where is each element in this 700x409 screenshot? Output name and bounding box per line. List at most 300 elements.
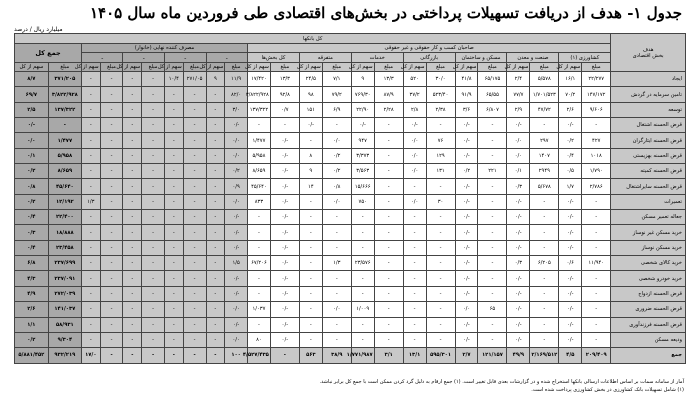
- table-cell: -/۰: [559, 225, 582, 240]
- table-cell: -: [164, 102, 183, 117]
- table-cell: -/۰: [270, 194, 299, 209]
- table-cell: -/۰: [270, 302, 299, 317]
- table-row: [15, 179, 686, 194]
- table-cell: -/۰: [455, 133, 478, 148]
- table-cell: -: [81, 87, 100, 102]
- table-cell: -: [183, 225, 206, 240]
- table-cell: -: [374, 179, 403, 194]
- table-cell: ۲۷۱/۰۵: [183, 72, 206, 87]
- table-cell: -: [100, 179, 123, 194]
- table-cell: -/۰: [507, 332, 530, 347]
- sector-header: کشاورزی (۱): [559, 53, 611, 63]
- table-cell: -: [100, 87, 123, 102]
- table-cell: -: [374, 118, 403, 133]
- table-cell: -: [478, 210, 507, 225]
- table-cell: -/۰: [455, 148, 478, 163]
- table-cell: -: [142, 72, 165, 87]
- table-cell: ۱۳/۱: [403, 348, 426, 363]
- share-subheader: سهم از کل: [400, 64, 425, 70]
- table-row: [15, 133, 686, 148]
- table-cell: ۲۳۷/۶۹۹: [48, 256, 81, 271]
- table-cell: -: [183, 317, 206, 332]
- table-cell: -: [299, 240, 322, 255]
- table-cell: -/۰: [455, 271, 478, 286]
- table-cell: ۱/۷: [559, 179, 582, 194]
- table-cell: -: [206, 348, 225, 363]
- table-cell: -/۰: [270, 256, 299, 271]
- amount-subheader: مبلغ: [426, 63, 455, 72]
- table-cell: -: [322, 332, 351, 347]
- table-cell: -/۰: [455, 317, 478, 332]
- table-cell: ۴/۵: [559, 348, 582, 363]
- table-cell: -: [478, 256, 507, 271]
- table-cell: -: [299, 256, 322, 271]
- share-subheader: سهم از کل: [504, 64, 529, 70]
- table-cell: -/۰: [270, 225, 299, 240]
- table-cell: ۰/۰: [403, 164, 426, 179]
- table-cell: ۰/۲: [15, 164, 49, 179]
- table-cell: -: [351, 332, 374, 347]
- table-cell: ۰/۰: [225, 332, 248, 347]
- table-cell: -: [100, 118, 123, 133]
- table-cell: ۱/۵: [225, 256, 248, 271]
- table-cell: ۱۰۱۸: [582, 148, 611, 163]
- table-cell: ۰/۰: [322, 194, 351, 209]
- table-cell: -: [426, 332, 455, 347]
- table-cell: ۲/۸: [403, 102, 426, 117]
- table-cell: -/۰: [270, 164, 299, 179]
- table-cell: ۸/۷: [15, 72, 49, 87]
- table-cell: ۵۶۳: [299, 348, 322, 363]
- table-cell: -: [478, 286, 507, 301]
- table-cell: -: [164, 317, 183, 332]
- table-cell: -: [426, 317, 455, 332]
- table-cell: -/۰: [507, 240, 530, 255]
- table-cell: -: [478, 271, 507, 286]
- table-cell: ۰/۴: [559, 148, 582, 163]
- table-cell: -/۰: [225, 118, 248, 133]
- table-cell: -: [81, 286, 100, 301]
- table-cell: -: [81, 317, 100, 332]
- share-subheader: سهم از کل: [245, 64, 269, 70]
- goal-label: هدف: [642, 46, 654, 53]
- table-cell: -/۰: [270, 286, 299, 301]
- table-row: [15, 348, 686, 363]
- table-cell: -: [183, 164, 206, 179]
- table-cell: ۷/۱: [322, 72, 351, 87]
- owners-group-header: صاحبان کسب و کار حقوقی و غیر حقوقی: [248, 44, 611, 53]
- table-cell: ۴۷/۷۲: [530, 102, 559, 117]
- table-cell: -: [48, 118, 81, 133]
- grand-total-header: جمع کل: [15, 44, 82, 63]
- table-cell: -: [248, 317, 271, 332]
- table-cell: ۰/۹: [225, 179, 248, 194]
- table-cell: -: [403, 240, 426, 255]
- table-cell: ۴۲۷: [582, 133, 611, 148]
- table-cell: -: [206, 286, 225, 301]
- table-cell: -: [164, 271, 183, 286]
- table-cell: -: [142, 87, 165, 102]
- table-cell: -: [164, 164, 183, 179]
- table-cell: ۸/۶۵۹: [48, 164, 81, 179]
- table-cell: -: [530, 332, 559, 347]
- footnote-2: (۱) شامل تسهیلات بانک کشاورزی در بخش کشاورزی پرداخت شده است.: [531, 387, 684, 393]
- table-cell: -/۰: [15, 118, 49, 133]
- table-cell: ۱۷/۴۲۰: [248, 72, 271, 87]
- table-cell: -: [351, 271, 374, 286]
- table-cell: -: [183, 240, 206, 255]
- table-cell: ۰/۴: [15, 240, 49, 255]
- table-cell: -/۰: [507, 194, 530, 209]
- table-cell: -: [206, 256, 225, 271]
- table-cell: -: [403, 256, 426, 271]
- table-cell: -: [100, 164, 123, 179]
- table-cell: -: [351, 225, 374, 240]
- table-cell: ۲۲/۹۰: [351, 102, 374, 117]
- table-cell: -: [206, 164, 225, 179]
- table-cell: -/۰: [270, 179, 299, 194]
- table-cell: ۰/۲: [455, 164, 478, 179]
- table-cell: -/۰: [225, 240, 248, 255]
- table-cell: -: [299, 210, 322, 225]
- table-cell: -: [183, 210, 206, 225]
- table-cell: -: [81, 179, 100, 194]
- table-cell: ۰/۴: [15, 210, 49, 225]
- table-cell: -: [530, 286, 559, 301]
- table-cell: ۱۴: [299, 179, 322, 194]
- table-cell: -/۰: [559, 210, 582, 225]
- table-cell: ۱۲۱/۱۵۷: [478, 348, 507, 363]
- table-cell: ۰/۰: [225, 194, 248, 209]
- table-cell: -: [426, 179, 455, 194]
- table-cell: ۱۳۷/۳۲۲: [48, 102, 81, 117]
- table-cell: -: [426, 118, 455, 133]
- table-cell: ۳۰/۰: [426, 72, 455, 87]
- footnotes: [16, 378, 684, 394]
- table-cell: -: [206, 332, 225, 347]
- table-cell: -/۰: [559, 240, 582, 255]
- table-cell: -: [142, 256, 165, 271]
- table-cell: ۱۵/۶۶۶: [351, 179, 374, 194]
- table-cell: -/۰: [225, 271, 248, 286]
- row-label: تامین سرمایه در گردش: [611, 87, 686, 102]
- table-cell: -: [530, 302, 559, 317]
- table-cell: -: [123, 72, 142, 87]
- table-cell: ۲۲/۲۷۷: [582, 72, 611, 87]
- table-cell: ۱۴۷/۱۷۲: [582, 87, 611, 102]
- table-cell: -: [100, 102, 123, 117]
- table-cell: -/۰: [351, 118, 374, 133]
- table-cell: -: [582, 194, 611, 209]
- table-cell: -: [530, 240, 559, 255]
- table-cell: -: [142, 271, 165, 286]
- table-cell: -: [142, 148, 165, 163]
- table-cell: ۹۴۷: [351, 133, 374, 148]
- table-cell: -: [206, 225, 225, 240]
- table-cell: -: [478, 317, 507, 332]
- table-cell: ۰/۳: [15, 225, 49, 240]
- table-cell: ۱/۳: [322, 256, 351, 271]
- table-cell: ۱/۴۷۷: [48, 133, 81, 148]
- table-cell: ۳۷۱/۲۰۵: [48, 72, 81, 87]
- table-cell: -: [530, 194, 559, 209]
- table-cell: -: [81, 164, 100, 179]
- table-cell: -: [81, 225, 100, 240]
- table-cell: -/۰: [455, 332, 478, 347]
- table-cell: -: [183, 118, 206, 133]
- table-cell: ۶۵/۱۷۵: [478, 72, 507, 87]
- table-cell: ۴/۹: [15, 286, 49, 301]
- table-cell: -: [123, 348, 142, 363]
- amount-subheader: مبلغ: [530, 63, 559, 72]
- table-cell: ۳۷/۲: [403, 87, 426, 102]
- table-cell: ۰/۷: [270, 102, 299, 117]
- table-cell: -: [81, 271, 100, 286]
- row-label: ایجاد: [611, 72, 686, 87]
- row-label: خرید کالای شخصی: [611, 256, 686, 271]
- table-cell: -: [582, 317, 611, 332]
- table-cell: ۵۹۵/۳۰۱: [426, 348, 455, 363]
- table-cell: ۶۷/۲۰۶: [248, 256, 271, 271]
- table-cell: ۰/۰: [322, 133, 351, 148]
- share-subheader: سهم از کل: [296, 64, 321, 70]
- table-row: [15, 102, 686, 117]
- share-subheader: سهم از کل: [15, 63, 49, 72]
- table-cell: -: [374, 133, 403, 148]
- amount-subheader: مبلغ: [582, 63, 611, 72]
- table-cell: ۲۴/۵: [299, 72, 322, 87]
- table-cell: -/۰: [507, 118, 530, 133]
- table-cell: -: [478, 332, 507, 347]
- table-cell: ۰/۰: [322, 302, 351, 317]
- row-label: قرض الحسنه بهزیستی: [611, 148, 686, 163]
- sector-header: بازرگانی: [403, 53, 455, 63]
- table-cell: -: [123, 118, 142, 133]
- amount-subheader: مبلغ: [225, 63, 248, 72]
- sector-header: مسکن و ساختمان: [455, 53, 507, 63]
- row-label: قرض الحسنه سایراشتغال: [611, 179, 686, 194]
- table-cell: -: [142, 348, 165, 363]
- table-cell: ۵/۸۸۱/۴۵۲: [15, 348, 49, 363]
- table-cell: -: [582, 240, 611, 255]
- table-cell: ۰/۱: [507, 164, 530, 179]
- table-row: [15, 194, 686, 209]
- table-cell: ۶/۸۰۷: [478, 102, 507, 117]
- table-cell: -: [183, 179, 206, 194]
- table-cell: ۲۰۹/۴۰۹: [582, 348, 611, 363]
- table-cell: ۵/۹۵۸: [248, 148, 271, 163]
- table-cell: -: [478, 179, 507, 194]
- table-cell: -: [248, 225, 271, 240]
- table-cell: ۷۶۹/۳۰: [351, 87, 374, 102]
- table-cell: ۳/۱: [374, 348, 403, 363]
- consumer-subheader: ـ: [206, 53, 248, 63]
- table-cell: ۱۱/۹: [225, 72, 248, 87]
- table-cell: ۲/۲۸: [374, 102, 403, 117]
- table-cell: ۲/۵: [15, 102, 49, 117]
- amount-subheader: مبلغ: [322, 63, 351, 72]
- table-cell: -: [206, 302, 225, 317]
- table-row: [15, 210, 686, 225]
- table-cell: ۰/۰: [507, 148, 530, 163]
- table-cell: -: [478, 194, 507, 209]
- table-cell: -: [183, 102, 206, 117]
- table-cell: -: [81, 332, 100, 347]
- table-cell: -: [100, 332, 123, 347]
- table-cell: ۶۵/۵۵: [478, 87, 507, 102]
- table-cell: -: [123, 240, 142, 255]
- table-cell: -: [426, 210, 455, 225]
- table-cell: -: [426, 271, 455, 286]
- table-cell: -: [582, 225, 611, 240]
- table-cell: -: [478, 133, 507, 148]
- table-cell: -: [164, 179, 183, 194]
- row-label: قرض الحسنه اشتغال: [611, 118, 686, 133]
- table-cell: ۰/۰: [403, 133, 426, 148]
- table-cell: ۸۳۳: [248, 194, 271, 209]
- table-cell: -: [299, 332, 322, 347]
- table-cell: -: [206, 102, 225, 117]
- table-cell: ۳۸/۹: [322, 348, 351, 363]
- table-cell: -: [351, 210, 374, 225]
- table-cell: ۲/۹: [507, 102, 530, 117]
- table-cell: -: [374, 332, 403, 347]
- table-cell: -: [142, 179, 165, 194]
- amount-subheader: مبلغ: [270, 63, 299, 72]
- table-cell: ۱/۷۰۱/۵۲۳: [530, 87, 559, 102]
- share-subheader: سهم از کل: [348, 64, 373, 70]
- table-cell: ۱/۳: [81, 194, 100, 209]
- table-cell: ۴۹/۹: [507, 348, 530, 363]
- row-label: قرض الحسنه ازدواج: [611, 286, 686, 301]
- table-cell: ۱۴۰۷: [530, 148, 559, 163]
- table-cell: ۵/۶۷۸: [530, 179, 559, 194]
- share-subheader: سهم از کل: [556, 64, 581, 70]
- table-cell: -: [183, 133, 206, 148]
- table-cell: ۹/۶۰۶: [582, 102, 611, 117]
- row-label: جعاله تعمیر مسکن: [611, 210, 686, 225]
- table-cell: ۱۳/۳: [374, 72, 403, 87]
- table-cell: -: [322, 240, 351, 255]
- table-cell: ۸۷/۹: [374, 87, 403, 102]
- table-cell: ۲/۳۸: [426, 102, 455, 117]
- table-cell: -/۰: [507, 286, 530, 301]
- table-cell: ۱۳۱: [426, 164, 455, 179]
- sector-header: صنعت و معدن: [507, 53, 559, 63]
- table-cell: ۳/۶: [455, 102, 478, 117]
- table-cell: ۸۲/۰: [225, 87, 248, 102]
- page-title: جدول ۱- هدف از دریافت تسهیلات پرداختی در بخش‌های اقتصادی طی فروردین ماه سال ۱۴۰۵: [89, 4, 682, 22]
- table-cell: -: [299, 302, 322, 317]
- table-cell: ۹۲/۸: [270, 87, 299, 102]
- table-cell: -: [123, 332, 142, 347]
- table-cell: -/۰: [507, 210, 530, 225]
- table-cell: ۱۰۰: [225, 348, 248, 363]
- table-cell: ۹: [351, 72, 374, 87]
- table-cell: -: [81, 102, 100, 117]
- table-cell: ۱/۱: [15, 317, 49, 332]
- table-cell: -/۰: [507, 271, 530, 286]
- table-cell: -: [582, 210, 611, 225]
- table-cell: ۰/۱: [15, 148, 49, 163]
- table-cell: ۲/۶: [559, 102, 582, 117]
- consumer-subheader: ـ: [164, 53, 206, 63]
- consumer-subheader: ـ: [123, 53, 165, 63]
- table-cell: ۵/۹۵۸: [48, 148, 81, 163]
- table-cell: -: [403, 225, 426, 240]
- table-cell: -: [478, 225, 507, 240]
- table-cell: ۲/۷: [455, 348, 478, 363]
- loan-purpose-table: [14, 33, 686, 364]
- table-cell: -: [582, 286, 611, 301]
- table-cell: -/۰: [455, 240, 478, 255]
- table-cell: -: [530, 225, 559, 240]
- table-cell: -/۰: [225, 317, 248, 332]
- table-cell: -/۰: [559, 332, 582, 347]
- row-label: تعمیرات: [611, 194, 686, 209]
- sector-header: کل بخش‌ها: [248, 53, 300, 63]
- table-cell: -: [123, 133, 142, 148]
- table-cell: -: [142, 118, 165, 133]
- table-cell: -: [123, 102, 142, 117]
- table-cell: ۲/۱۶۹/۵۱۲: [530, 348, 559, 363]
- table-cell: -/۰: [507, 317, 530, 332]
- table-cell: ۱۵۱: [299, 102, 322, 117]
- table-cell: -: [100, 348, 123, 363]
- table-cell: -: [164, 118, 183, 133]
- table-cell: -/۰: [270, 332, 299, 347]
- table-cell: -: [374, 256, 403, 271]
- table-cell: -: [164, 286, 183, 301]
- table-cell: -: [374, 240, 403, 255]
- table-cell: -: [183, 302, 206, 317]
- table-row: [15, 148, 686, 163]
- table-cell: ۱۳/۳: [270, 72, 299, 87]
- table-cell: -: [81, 133, 100, 148]
- table-cell: -: [164, 133, 183, 148]
- table-cell: -: [322, 225, 351, 240]
- table-cell: -/۰: [455, 286, 478, 301]
- table-cell: -/۰: [455, 179, 478, 194]
- table-cell: -/۰: [455, 256, 478, 271]
- table-cell: -: [206, 317, 225, 332]
- table-cell: -/۰: [559, 271, 582, 286]
- table-cell: -: [374, 302, 403, 317]
- table-cell: ۲۳/۴۵۸: [48, 240, 81, 255]
- table-cell: -: [582, 332, 611, 347]
- table-cell: -/۰: [559, 302, 582, 317]
- table-cell: ۲۹۷: [530, 133, 559, 148]
- table-cell: -: [248, 286, 271, 301]
- table-cell: ۰/۲: [559, 133, 582, 148]
- table-cell: ۲۳۷/۰۹۱: [48, 271, 81, 286]
- table-cell: ۷۰/۲: [559, 87, 582, 102]
- table-cell: ۷۶: [426, 133, 455, 148]
- table-cell: -: [322, 210, 351, 225]
- table-cell: ۹۱/۹: [455, 87, 478, 102]
- table-cell: -: [299, 194, 322, 209]
- amount-subheader: مبلغ: [100, 63, 123, 72]
- table-cell: ۰/۰: [403, 194, 426, 209]
- table-cell: -: [100, 256, 123, 271]
- table-cell: -: [299, 133, 322, 148]
- table-cell: -: [100, 271, 123, 286]
- table-cell: -: [123, 148, 142, 163]
- table-cell: -: [582, 302, 611, 317]
- table-cell: ۲/۶: [15, 302, 49, 317]
- table-cell: -: [206, 118, 225, 133]
- table-cell: -: [206, 87, 225, 102]
